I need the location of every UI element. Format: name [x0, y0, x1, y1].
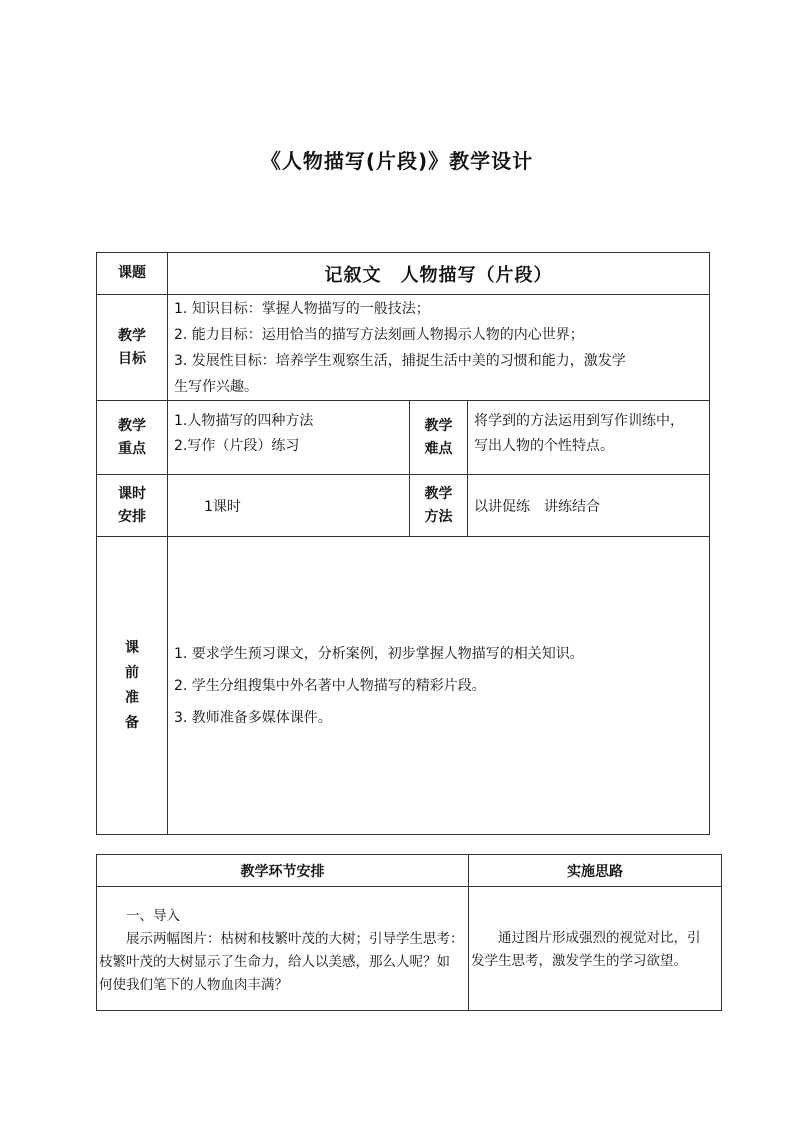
topic-value: 记叙文 人物描写（片段） — [168, 253, 710, 295]
goal-item: 生写作兴趣。 — [174, 378, 258, 395]
document-title: 《人物描写(片段)》教学设计 — [260, 149, 534, 173]
key-points-label: 教学 重点 — [97, 401, 168, 475]
idea-text: 通过图片形成强烈的视觉对比，引 — [498, 930, 701, 946]
section-text: 展示两幅图片：枯树和枝繁叶茂的大树；引导学生思考： — [126, 931, 464, 947]
section-title: 一、导入 — [126, 908, 180, 924]
goals-cell — [168, 295, 710, 401]
difficulty-line: 将学到的方法运用到写作训练中， — [474, 413, 684, 429]
method-value: 以讲促练 讲练结合 — [468, 475, 710, 537]
schedule-label: 课时 安排 — [97, 475, 168, 537]
difficulty-line: 写出人物的个性特点。 — [474, 438, 614, 454]
prep-item: 1. 要求学生预习课文，分析案例，初步掌握人物描写的相关知识。 — [174, 645, 584, 662]
goal-item: 1. 知识目标：掌握人物描写的一般技法； — [174, 300, 430, 317]
steps-header: 教学环节安排 — [97, 855, 469, 887]
key-points-cell — [168, 401, 410, 475]
method-label: 教学 方法 — [410, 475, 468, 537]
section-text: 枝繁叶茂的大树显示了生命力，给人以美感，那么人呢？如 — [99, 954, 450, 970]
key-point-item: 2.写作（片段）练习 — [174, 438, 300, 454]
ideas-header: 实施思路 — [469, 855, 722, 887]
prep-item: 3. 教师准备多媒体课件。 — [174, 709, 332, 726]
topic-label: 课题 — [97, 253, 168, 295]
difficulty-cell — [468, 401, 710, 475]
preparation-cell — [168, 537, 710, 835]
teaching-steps-table — [96, 854, 722, 1011]
section-text: 何使我们笔下的人物血肉丰满？ — [99, 977, 288, 993]
key-point-item: 1.人物描写的四种方法 — [174, 413, 314, 429]
goals-label: 教学 目标 — [97, 295, 168, 401]
preparation-label: 课 前 准 备 — [97, 537, 168, 835]
prep-item: 2. 学生分组搜集中外名著中人物描写的精彩片段。 — [174, 677, 486, 694]
idea-text: 发学生思考，激发学生的学习欲望。 — [471, 953, 687, 969]
difficulty-label: 教学 难点 — [410, 401, 468, 475]
schedule-value: 1课时 — [168, 475, 410, 537]
step-cell — [97, 887, 469, 1011]
goal-item: 2. 能力目标：运用恰当的描写方法刻画人物揭示人物的内心世界； — [174, 326, 584, 343]
lesson-plan-table — [96, 252, 710, 835]
idea-cell — [469, 887, 722, 1011]
goal-item: 3. 发展性目标：培养学生观察生活，捕捉生活中美的习惯和能力，激发学 — [174, 352, 626, 369]
